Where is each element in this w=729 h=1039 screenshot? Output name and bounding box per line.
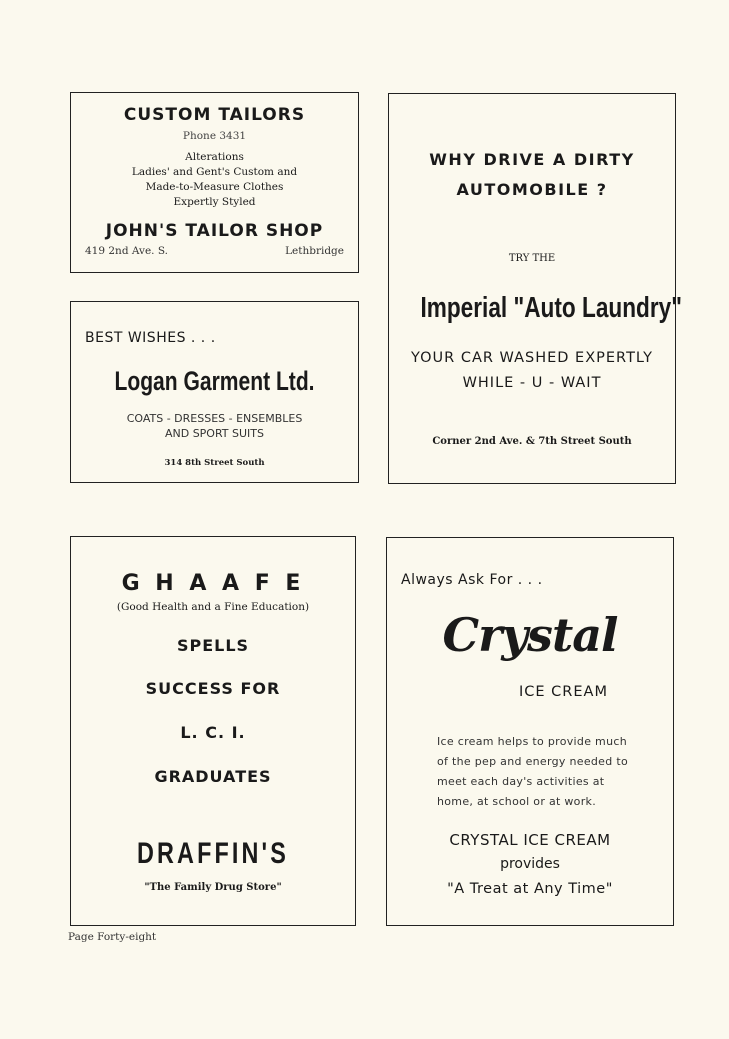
slogan-line: GRADUATES <box>154 767 272 786</box>
ad-logan-garment <box>70 301 359 483</box>
slogan-line: SPELLS <box>176 636 250 655</box>
tagline: WHILE - U - WAIT <box>462 375 602 391</box>
slogan-line: SUCCESS FOR <box>145 679 281 698</box>
ad-draffins <box>70 536 356 926</box>
ad-imperial-auto-laundry <box>388 93 682 484</box>
body-line: Ice cream helps to provide much <box>437 735 627 748</box>
ad-crystal-ice-cream <box>386 537 674 926</box>
ad-heading: CUSTOM TAILORS <box>123 105 306 125</box>
ad-line: Made-to-Measure Clothes <box>145 181 284 193</box>
shop-address: 419 2nd Ave. S. <box>85 245 169 257</box>
product-name: ICE CREAM <box>519 684 608 700</box>
body-line: home, at school or at work. <box>437 795 597 808</box>
store-name: DRAFFIN'S <box>137 837 289 870</box>
ad-greeting: BEST WISHES . . . <box>85 330 216 346</box>
ad-line: Alterations <box>185 151 244 163</box>
tagline: YOUR CAR WASHED EXPERTLY <box>411 350 653 366</box>
company-address: 314 8th Street South <box>164 458 265 468</box>
ad-intro: Always Ask For . . . <box>401 572 543 588</box>
headline: WHY DRIVE A DIRTY <box>429 150 635 169</box>
shop-name: JOHN'S TAILOR SHOP <box>105 221 324 241</box>
body-line: of the pep and energy needed to <box>437 755 628 768</box>
acronym-meaning: (Good Health and a Fine Education) <box>116 601 310 613</box>
closing-line: provides <box>500 856 560 872</box>
crystal-logo: Crystal <box>442 608 618 662</box>
store-slogan: "The Family Drug Store" <box>144 882 282 893</box>
closing-line: CRYSTAL ICE CREAM <box>449 831 611 849</box>
headline: AUTOMOBILE ? <box>456 180 608 199</box>
slogan-line: L. C. I. <box>180 723 246 742</box>
acronym: G H A A F E <box>121 571 305 596</box>
goods-line: AND SPORT SUITS <box>164 427 265 440</box>
closing-line: "A Treat at Any Time" <box>447 881 613 897</box>
business-address: Corner 2nd Ave. & 7th Street South <box>432 436 632 447</box>
phone-number: Phone 3431 <box>182 130 247 142</box>
body-text <box>437 732 628 812</box>
shop-city: Lethbridge <box>285 245 344 257</box>
ad-line: Ladies' and Gent's Custom and <box>131 166 298 178</box>
body-line: meet each day's activities at <box>437 775 605 788</box>
ad-johns-tailor-shop <box>70 92 359 273</box>
page-number: Page Forty-eight <box>68 931 157 943</box>
try-label: TRY THE <box>508 253 556 264</box>
ad-line: Expertly Styled <box>173 196 256 208</box>
business-name: Imperial "Auto Laundry" <box>420 292 682 324</box>
goods-line: COATS - DRESSES - ENSEMBLES <box>126 412 303 425</box>
company-name: Logan Garment Ltd. <box>114 366 315 396</box>
